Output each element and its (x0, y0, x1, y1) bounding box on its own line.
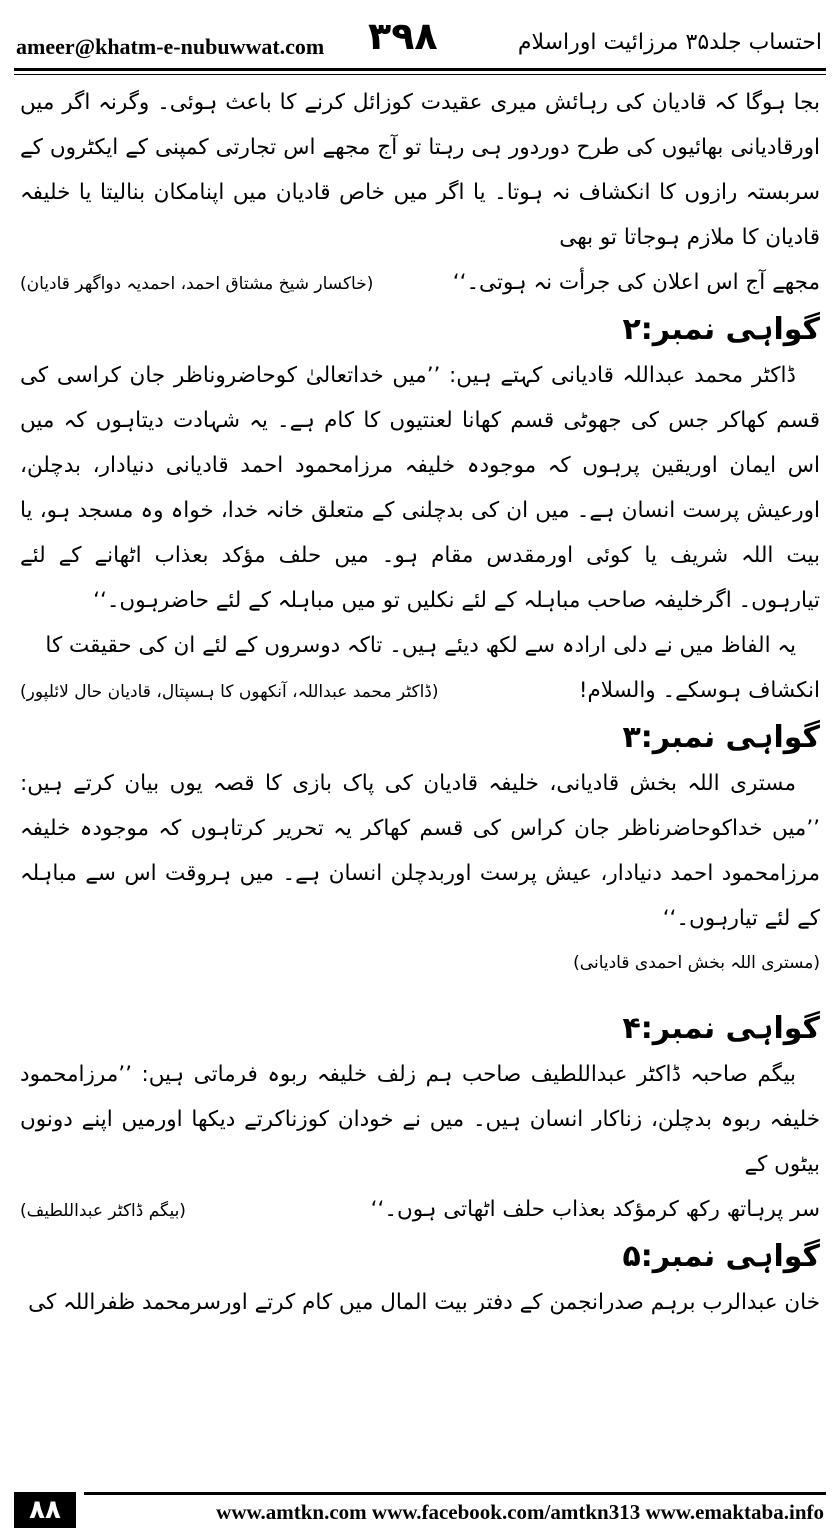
heading-witness-4: گواہی نمبر:۴ (622, 1011, 820, 1046)
heading-witness-5: گواہی نمبر:۵ (622, 1239, 820, 1274)
header-rule-thin (14, 74, 826, 75)
paragraph-2: ڈاکٹر محمد عبداللہ قادیانی کہتے ہیں: ’’میں خداتعالیٰ کوحاضروناظر جان کراسی کی قسم کھاکر جس کی جھوٹی قسم کھانا لعنتیوں کا کام ہے۔ یہ شہادت دیتاہوں کہ میں اس ایمان اوریقین پرہوں کہ موجودہ خلیفہ مرزامحمود احمد قادیانی دنیادار، بدچلن، اورعیش پرست انسان ہے۔ میں ان کی بدچلنی کے متعلق خانہ خدا، خواہ وہ مسجد ہو، یا بیت اللہ شریف یا کوئی اورمقدس مقام ہو۔ میں حلف مؤکد بعذاب اٹھانے کے لئے تیارہوں۔ اگرخلیفہ صاحب مباہلہ کے لئے نکلیں تو میں مباہلہ کے لئے حاضرہوں۔‘‘ (20, 363, 820, 613)
header-book-title: احتساب جلد۳۵ مرزائیت اوراسلام (517, 30, 822, 55)
paragraph-1-last: مجھے آج اس اعلان کی جرأت نہ ہوتی۔‘‘ (452, 270, 820, 295)
paragraph-4: مستری اللہ بخش قادیانی، خلیفہ قادیان کی پاک بازی کا قصہ یوں بیان کرتے ہیں: ’’میں خداکوحاضرناظر جان کراس کی قسم کھاکر یہ تحریر کرتاہوں کہ موجودہ خلیفہ مرزامحمود احمد دنیادار، عیش پرست اوربدچلن انسان ہے۔ میں ہروقت اس سے مباہلہ کے لئے تیارہوں۔‘‘ (20, 771, 820, 931)
page-header (14, 8, 826, 66)
signature-line-1 (20, 260, 820, 307)
paragraph-3: یہ الفاظ میں نے دلی ارادہ سے لکھ دیئے ہیں۔ تاکہ دوسروں کے لئے ان کی حقیقت کا (45, 633, 796, 658)
signature-2: (ڈاکٹر محمد عبداللہ، آنکھوں کا ہسپتال، قادیان حال لائلپور) (20, 682, 439, 702)
footer-rule (84, 1492, 826, 1495)
spacer (20, 986, 820, 1006)
paragraph-5-last: سر پرہاتھ رکھ کرمؤکد بعذاب حلف اٹھاتی ہوں۔‘‘ (370, 1197, 820, 1222)
heading-witness-2: گواہی نمبر:۲ (622, 312, 820, 347)
paragraph-5: بیگم صاحبہ ڈاکٹر عبداللطیف صاحب ہم زلف خلیفہ ربوہ فرماتی ہیں: ’’مرزامحمود خلیفہ ربوہ بدچلن، زناکار انسان ہیں۔ میں نے خودان کوزناکرتے دیکھا اورمیں اپنے دونوں بیٹوں کے (20, 1062, 820, 1177)
header-page-number: ۳۹۸ (368, 14, 438, 58)
page-footer (14, 1492, 826, 1532)
paragraph-6: خان عبدالرب برہم صدرانجمن کے دفتر بیت المال میں کام کرتے اورسرمحمد ظفراللہ کی (28, 1290, 820, 1315)
page-body (20, 80, 820, 1476)
header-rule-thick (14, 68, 826, 71)
heading-witness-3: گواہی نمبر:۳ (622, 720, 820, 755)
signature-line-4 (20, 1187, 820, 1234)
footer-page-number: ۸۸ (14, 1492, 76, 1528)
signature-3: (مستری اللہ بخش احمدی قادیانی) (573, 953, 820, 973)
footer-links: www.amtkn.com www.facebook.com/amtkn313 www.emaktaba.info (216, 1500, 824, 1524)
paragraph-1: بجا ہوگا کہ قادیان کی رہائش میری عقیدت کوزائل کرنے کا باعث ہوئی۔ وگرنہ اگر میں اورقادیانی بھائیوں کی طرح دوردور ہی رہتا تو آج مجھے اس تجارتی کمپنی کے ایکٹروں کے سربستہ رازوں کا انکشاف نہ ہوتا۔ یا اگر میں خاص قادیان میں اپنامکان بنالیتا یا خلیفہ قادیان کا ملازم ہوجاتا تو بھی (20, 90, 820, 250)
signature-1: (خاکسار شیخ مشتاق احمد، احمدیہ دواگھر قادیان) (20, 274, 374, 294)
signature-4: (بیگم ڈاکٹر عبداللطیف) (20, 1201, 186, 1221)
header-email: ameer@khatm-e-nubuwwat.com (16, 34, 325, 59)
paragraph-3-last: انکشاف ہوسکے۔ والسلام! (578, 678, 820, 703)
signature-line-2 (20, 668, 820, 715)
